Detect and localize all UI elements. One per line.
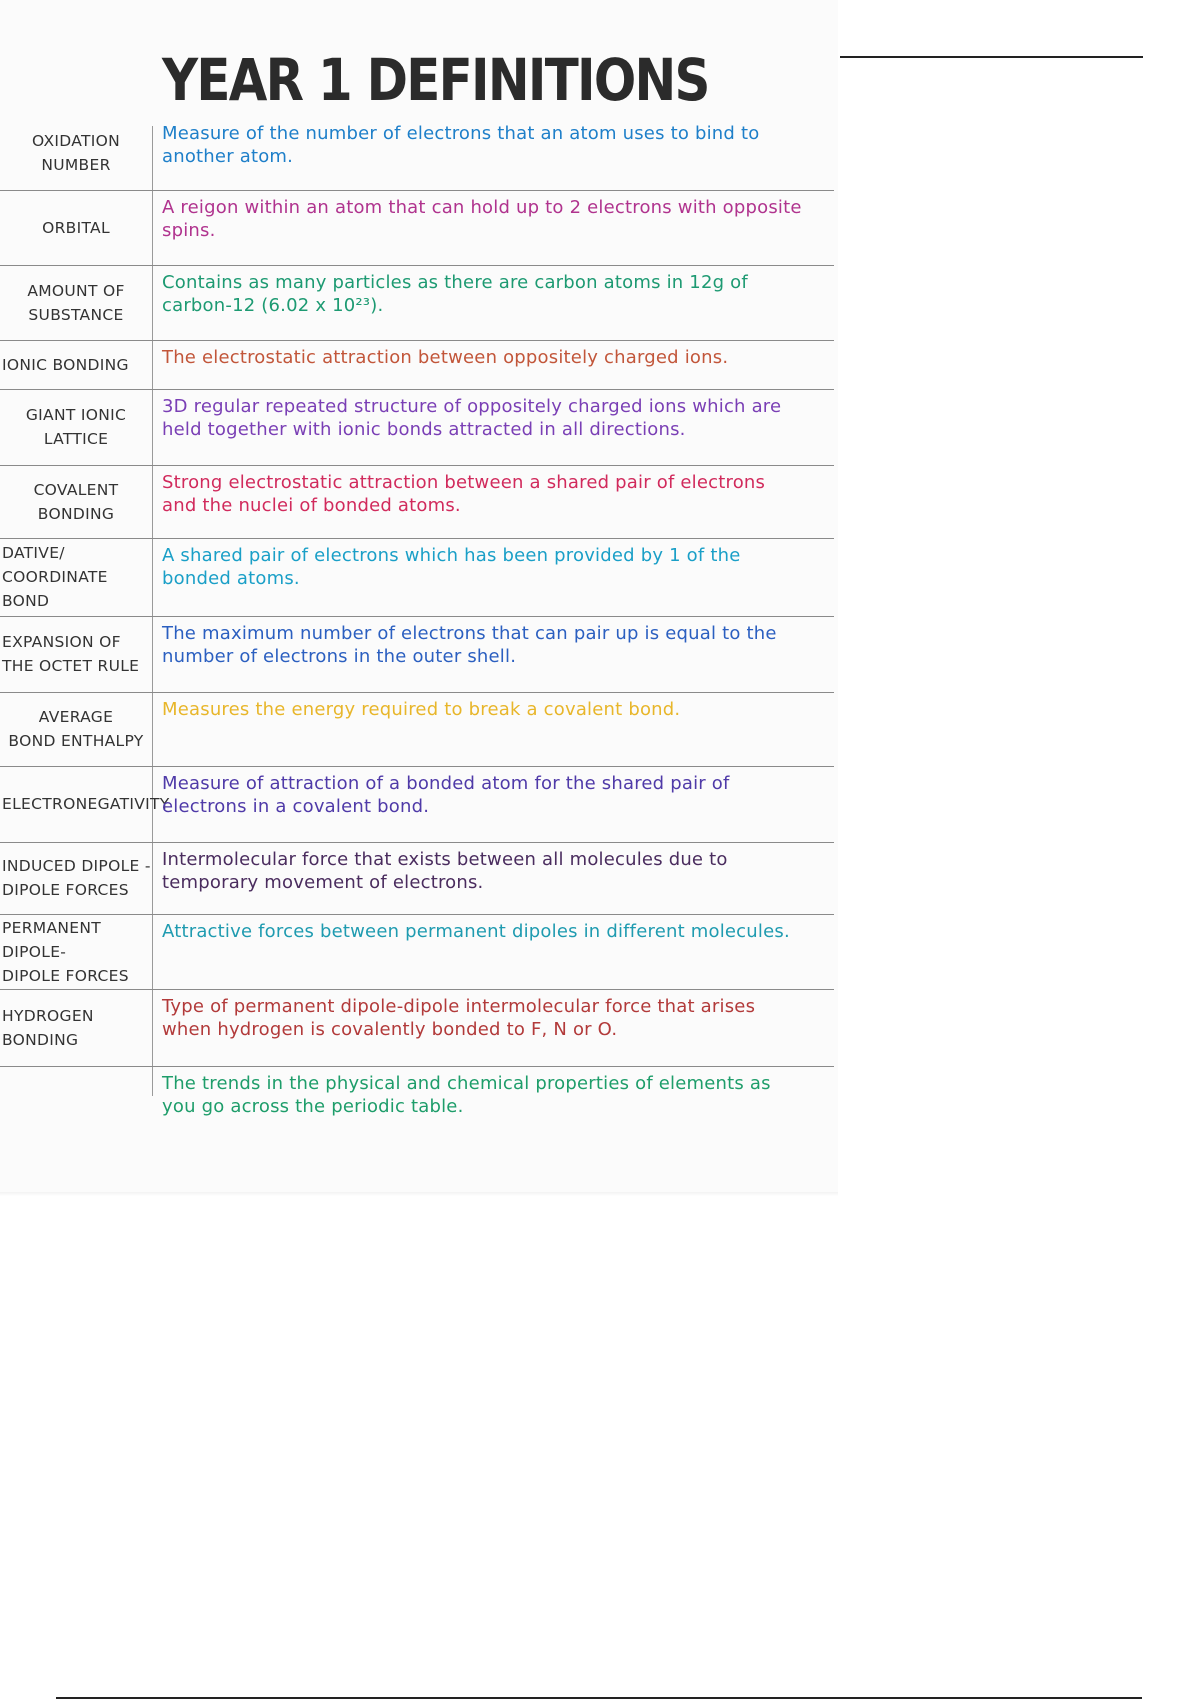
definition-text: Measure of the number of electrons that an atom uses to bind to another atom.: [162, 123, 760, 167]
definition-row: [0, 190, 834, 266]
term-label: ORBITAL: [42, 218, 110, 237]
definition-row: [0, 914, 834, 990]
definition-text: The trends in the physical and chemical properties of elements as you go across the periodic table.: [162, 1073, 771, 1117]
top-rule: [840, 56, 1143, 58]
definition-row: [0, 340, 834, 390]
term-label: AMOUNT OF SUBSTANCE: [27, 281, 125, 324]
page-title: YEAR 1 DEFINITIONS: [162, 46, 709, 114]
definition-row: [0, 616, 834, 693]
term-label: GIANT IONIC LATTICE: [25, 406, 127, 448]
definition-row: [0, 692, 834, 767]
definition-text: The maximum number of electrons that can pair up is equal to the number of electrons in the outer shell.: [162, 623, 777, 667]
definition-text: Intermolecular force that exists between all molecules due to temporary movement of electrons.: [162, 849, 728, 893]
definition-text: Measure of attraction of a bonded atom for the shared pair of electrons in a covalent bond.: [162, 773, 730, 817]
term-label: ELECTRONEGATIVITY: [2, 795, 170, 813]
definition-text: Type of permanent dipole-dipole intermolecular force that arises when hydrogen is covalently bonded to F, N or O.: [162, 996, 756, 1040]
term-label: [0, 1066, 152, 1140]
term-label: PERMANENT DIPOLE- DIPOLE FORCES: [2, 918, 129, 985]
definition-row: [0, 1066, 834, 1140]
definition-text: 3D regular repeated structure of oppositely charged ions which are held together with ionic bonds attracted in all directions.: [162, 396, 782, 440]
definition-text: Attractive forces between permanent dipoles in different molecules.: [162, 921, 790, 942]
definition-row: [0, 265, 834, 341]
term-label: AVERAGE BOND ENTHALPY: [8, 708, 144, 750]
page-shadow: [0, 1192, 838, 1196]
term-label: EXPANSION OF THE OCTET RULE: [2, 633, 140, 675]
definition-row: [0, 538, 834, 617]
term-label: DATIVE/ COORDINATE BOND: [2, 544, 108, 610]
term-label: IONIC BONDING: [2, 355, 129, 374]
definition-text: A shared pair of electrons which has been provided by 1 of the bonded atoms.: [162, 545, 741, 589]
definition-row: [0, 842, 834, 915]
definition-row: [0, 989, 834, 1067]
definition-row: [0, 116, 834, 191]
definition-text: The electrostatic attraction between oppositely charged ions.: [162, 347, 729, 368]
definition-row: [0, 766, 834, 843]
definition-row: [0, 465, 834, 539]
definition-text: Measures the energy required to break a covalent bond.: [162, 699, 681, 720]
term-label: COVALENT BONDING: [33, 480, 119, 523]
term-label: INDUCED DIPOLE - DIPOLE FORCES: [2, 857, 151, 899]
definition-text: A reigon within an atom that can hold up to 2 electrons with opposite spins.: [162, 197, 802, 241]
term-label: OXIDATION NUMBER: [32, 132, 120, 174]
bottom-rule: [56, 1697, 1142, 1699]
term-label: HYDROGEN BONDING: [2, 1006, 94, 1049]
definition-text: Contains as many particles as there are carbon atoms in 12g of carbon-12 (6.02 x 10²³).: [162, 272, 748, 316]
definition-text: Strong electrostatic attraction between a shared pair of electrons and the nuclei of bonded atoms.: [162, 472, 766, 516]
definition-row: [0, 389, 834, 466]
